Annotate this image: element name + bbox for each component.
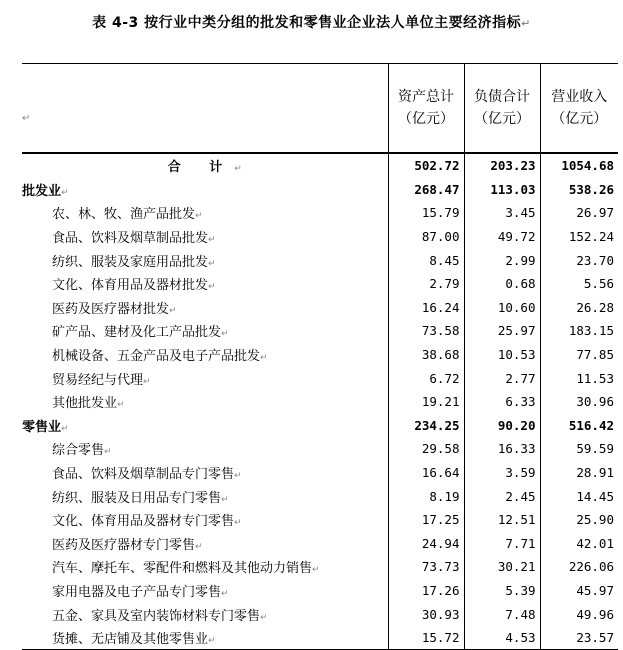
- cell-assets: 8.45: [388, 248, 464, 272]
- table-row: [22, 532, 618, 556]
- row-label: 贸易经纪与代理: [52, 372, 144, 388]
- paragraph-mark-icon: ↵: [234, 471, 242, 482]
- cell-revenue: 538.26: [540, 178, 618, 202]
- paragraph-mark-icon: ↵: [221, 329, 229, 340]
- cell-revenue: 23.70: [540, 248, 618, 272]
- cell-liabilities: 3.59: [464, 461, 540, 485]
- row-label-cell: [22, 319, 388, 343]
- cell-liabilities: 90.20: [464, 414, 540, 438]
- row-label-cell: [22, 437, 388, 461]
- cell-liabilities: 3.45: [464, 201, 540, 225]
- row-label: 医药及医疗器材批发: [52, 301, 170, 317]
- paragraph-mark-icon: ↵: [208, 235, 216, 246]
- table-row: [22, 461, 618, 485]
- cell-liabilities: 25.97: [464, 319, 540, 343]
- row-label-cell: [22, 153, 388, 178]
- cell-revenue: 26.97: [540, 201, 618, 225]
- row-label: 零售业: [22, 419, 62, 435]
- row-label: 机械设备、五金产品及电子产品批发: [52, 349, 261, 365]
- paragraph-mark-icon: ↵: [208, 258, 216, 269]
- table-row: [22, 508, 618, 532]
- paragraph-mark-icon: ↵: [195, 211, 203, 222]
- cell-revenue: 28.91: [540, 461, 618, 485]
- cell-revenue: 183.15: [540, 319, 618, 343]
- row-label-cell: [22, 296, 388, 320]
- table-title: [0, 12, 623, 32]
- cell-liabilities: 2.45: [464, 484, 540, 508]
- table-row: [22, 366, 618, 390]
- cell-revenue: 26.28: [540, 296, 618, 320]
- table-row: [22, 437, 618, 461]
- paragraph-mark-icon: ↵: [234, 518, 242, 529]
- row-label-cell: [22, 602, 388, 626]
- cell-assets: 15.79: [388, 201, 464, 225]
- table-row: [22, 484, 618, 508]
- table-row: [22, 201, 618, 225]
- cell-revenue: 45.97: [540, 579, 618, 603]
- cell-liabilities: 7.71: [464, 532, 540, 556]
- table-row: [22, 248, 618, 272]
- cell-revenue: 11.53: [540, 366, 618, 390]
- cell-assets: 87.00: [388, 225, 464, 249]
- row-label: 批发业: [22, 183, 62, 199]
- cell-assets: 29.58: [388, 437, 464, 461]
- paragraph-mark-icon: ↵: [234, 164, 242, 175]
- row-label: 食品、饮料及烟草制品专门零售: [52, 467, 235, 483]
- row-label-cell: [22, 178, 388, 202]
- row-label: 家用电器及电子产品专门零售: [52, 584, 222, 600]
- cell-revenue: 77.85: [540, 343, 618, 367]
- table-row: [22, 626, 618, 650]
- header-liabilities-unit: （亿元）: [474, 111, 530, 127]
- paragraph-mark-icon: ↵: [221, 588, 229, 599]
- paragraph-mark-icon: ↵: [260, 612, 268, 623]
- row-label: 五金、家具及室内装饰材料专门零售: [52, 608, 261, 624]
- cell-liabilities: 203.23: [464, 153, 540, 178]
- row-label: 医药及医疗器材专门零售: [52, 537, 196, 553]
- table-body: [22, 153, 618, 650]
- cell-assets: 234.25: [388, 414, 464, 438]
- cell-liabilities: 12.51: [464, 508, 540, 532]
- paragraph-mark-icon: ↵: [104, 447, 112, 458]
- row-label-cell: [22, 532, 388, 556]
- row-label: 综合零售: [52, 443, 105, 459]
- table-row: [22, 390, 618, 414]
- row-label: 纺织、服装及家庭用品批发: [52, 254, 209, 270]
- cell-assets: 268.47: [388, 178, 464, 202]
- cell-revenue: 23.57: [540, 626, 618, 650]
- section-row: [22, 178, 618, 202]
- paragraph-mark-icon: ↵: [312, 565, 320, 576]
- cell-revenue: 1054.68: [540, 153, 618, 178]
- cell-assets: 30.93: [388, 602, 464, 626]
- header-revenue: [540, 64, 618, 154]
- paragraph-mark-icon: ↵: [221, 494, 229, 505]
- section-row: [22, 414, 618, 438]
- header-assets-label: 资产总计: [398, 89, 454, 105]
- statistics-table: [22, 63, 618, 650]
- paragraph-mark-icon: ↵: [117, 400, 125, 411]
- cell-revenue: 42.01: [540, 532, 618, 556]
- paragraph-mark-icon: ↵: [195, 541, 203, 552]
- row-label-cell: [22, 579, 388, 603]
- row-label-cell: [22, 390, 388, 414]
- row-label-cell: [22, 248, 388, 272]
- cell-assets: 502.72: [388, 153, 464, 178]
- row-label-cell: [22, 272, 388, 296]
- header-category: [22, 64, 388, 154]
- header-liabilities: [464, 64, 540, 154]
- cell-assets: 6.72: [388, 366, 464, 390]
- row-label: 纺织、服装及日用品专门零售: [52, 490, 222, 506]
- cell-revenue: 30.96: [540, 390, 618, 414]
- cell-revenue: 25.90: [540, 508, 618, 532]
- cell-assets: 24.94: [388, 532, 464, 556]
- cell-assets: 73.73: [388, 555, 464, 579]
- cell-assets: 19.21: [388, 390, 464, 414]
- cell-liabilities: 7.48: [464, 602, 540, 626]
- cell-liabilities: 10.60: [464, 296, 540, 320]
- table-header: [22, 64, 618, 154]
- row-label-cell: [22, 508, 388, 532]
- row-label-cell: [22, 414, 388, 438]
- row-label-cell: [22, 201, 388, 225]
- cell-assets: 17.25: [388, 508, 464, 532]
- cell-liabilities: 2.99: [464, 248, 540, 272]
- total-row: [22, 153, 618, 178]
- row-label: 其他批发业: [52, 396, 118, 412]
- row-label: 农、林、牧、渔产品批发: [52, 207, 196, 223]
- row-label-cell: [22, 461, 388, 485]
- cell-revenue: 49.96: [540, 602, 618, 626]
- table-row: [22, 555, 618, 579]
- paragraph-mark-icon: ↵: [22, 113, 31, 124]
- cell-liabilities: 2.77: [464, 366, 540, 390]
- cell-liabilities: 0.68: [464, 272, 540, 296]
- row-label-cell: [22, 484, 388, 508]
- table-row: [22, 343, 618, 367]
- cell-assets: 16.24: [388, 296, 464, 320]
- row-label-cell: [22, 225, 388, 249]
- cell-revenue: 59.59: [540, 437, 618, 461]
- table-row: [22, 319, 618, 343]
- cell-revenue: 226.06: [540, 555, 618, 579]
- row-label: 文化、体育用品及器材专门零售: [52, 514, 235, 530]
- header-assets-unit: （亿元）: [398, 111, 454, 127]
- table-row: [22, 225, 618, 249]
- cell-revenue: 5.56: [540, 272, 618, 296]
- header-row: [22, 64, 618, 154]
- header-liabilities-label: 负债合计: [474, 89, 530, 105]
- paragraph-mark-icon: ↵: [61, 187, 69, 198]
- row-label-cell: [22, 366, 388, 390]
- cell-assets: 8.19: [388, 484, 464, 508]
- cell-liabilities: 113.03: [464, 178, 540, 202]
- row-label-cell: [22, 343, 388, 367]
- row-label: 矿产品、建材及化工产品批发: [52, 325, 222, 341]
- cell-assets: 38.68: [388, 343, 464, 367]
- cell-liabilities: 5.39: [464, 579, 540, 603]
- cell-liabilities: 49.72: [464, 225, 540, 249]
- paragraph-mark-icon: ↵: [61, 423, 69, 434]
- header-revenue-label: 营业收入: [551, 89, 608, 105]
- cell-assets: 2.79: [388, 272, 464, 296]
- row-label: 汽车、摩托车、零配件和燃料及其他动力销售: [52, 561, 313, 577]
- cell-revenue: 14.45: [540, 484, 618, 508]
- row-label: 文化、体育用品及器材批发: [52, 278, 209, 294]
- cell-revenue: 516.42: [540, 414, 618, 438]
- paragraph-mark-icon: ↵: [143, 376, 151, 387]
- cell-assets: 73.58: [388, 319, 464, 343]
- cell-liabilities: 6.33: [464, 390, 540, 414]
- cell-liabilities: 30.21: [464, 555, 540, 579]
- cell-revenue: 152.24: [540, 225, 618, 249]
- paragraph-mark-icon: ↵: [169, 305, 177, 316]
- row-label-cell: [22, 555, 388, 579]
- cell-assets: 16.64: [388, 461, 464, 485]
- paragraph-mark-icon: ↵: [260, 353, 268, 364]
- cell-assets: 17.26: [388, 579, 464, 603]
- cell-liabilities: 16.33: [464, 437, 540, 461]
- row-label: 货摊、无店铺及其他零售业: [52, 632, 209, 648]
- table-row: [22, 272, 618, 296]
- table-row: [22, 579, 618, 603]
- row-label-cell: [22, 626, 388, 650]
- table-title-text: 表 4-3 按行业中类分组的批发和零售业企业法人单位主要经济指标: [92, 15, 522, 31]
- table-row: [22, 296, 618, 320]
- paragraph-mark-icon: ↵: [521, 17, 531, 30]
- header-revenue-unit: （亿元）: [551, 111, 608, 127]
- paragraph-mark-icon: ↵: [208, 282, 216, 293]
- row-label: 合 计: [167, 160, 235, 176]
- cell-assets: 15.72: [388, 626, 464, 650]
- table-row: [22, 602, 618, 626]
- row-label: 食品、饮料及烟草制品批发: [52, 231, 209, 247]
- cell-liabilities: 10.53: [464, 343, 540, 367]
- cell-liabilities: 4.53: [464, 626, 540, 650]
- paragraph-mark-icon: ↵: [208, 636, 216, 647]
- header-assets: [388, 64, 464, 154]
